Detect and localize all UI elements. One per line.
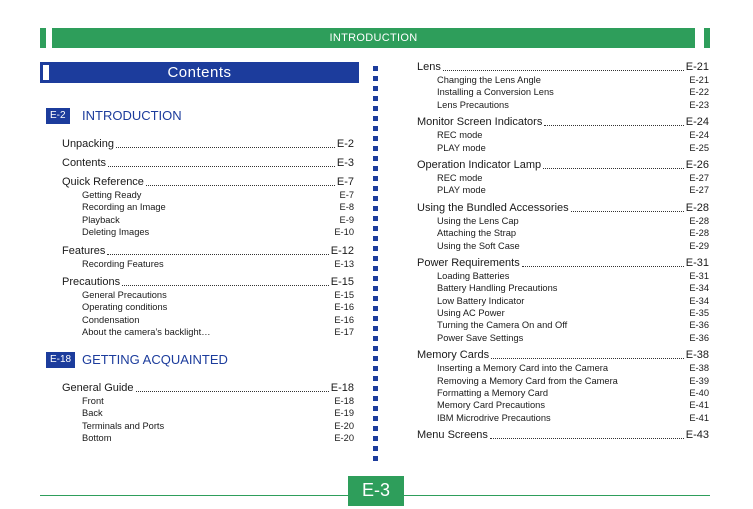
toc-subentry[interactable]: [417, 74, 709, 86]
toc-subentry-page: E-21: [689, 75, 709, 85]
toc-subentry-page: E-39: [689, 375, 709, 386]
header-title: INTRODUCTION: [329, 32, 418, 44]
toc-subentry[interactable]: [62, 201, 354, 213]
toc-subentry-page: E-24: [689, 130, 709, 141]
column-divider: [373, 66, 379, 466]
dot-leader: [122, 285, 329, 286]
toc-subentry-page: E-16: [334, 314, 354, 325]
toc-entry[interactable]: [417, 158, 709, 172]
toc-subentry[interactable]: [62, 432, 354, 444]
toc-entry-label: Memory Cards: [417, 349, 490, 362]
divider-square: [373, 176, 378, 181]
toc-subentry[interactable]: [417, 240, 709, 252]
toc-introduction: [62, 137, 354, 339]
toc-subentry[interactable]: [417, 184, 709, 196]
toc-subentry-label: About the camera’s backlight…: [82, 327, 211, 338]
toc-subentry-label: Turning the Camera On and Off: [437, 320, 568, 331]
divider-square: [373, 346, 378, 351]
divider-square: [373, 156, 378, 161]
toc-subentry-page: E-20: [334, 433, 354, 444]
toc-subentry-label: Memory Card Precautions: [437, 400, 545, 411]
toc-subentry-page: E-36: [689, 332, 709, 343]
toc-subentry-page: E-40: [689, 388, 709, 399]
section-tag: E-18: [46, 352, 75, 368]
divider-square: [373, 296, 378, 301]
dot-leader: [571, 211, 684, 212]
toc-subentry-label: Deleting Images: [82, 227, 150, 238]
toc-subentry-label: Operating conditions: [82, 302, 168, 313]
toc-subentry-page: E-31: [689, 270, 709, 281]
toc-subentry-label: Attaching the Strap: [437, 228, 517, 239]
toc-subentry-label: IBM Microdrive Precautions: [437, 412, 551, 423]
toc-subentry[interactable]: [62, 289, 354, 301]
divider-square: [373, 416, 378, 421]
dot-leader: [107, 254, 328, 255]
toc-subentry[interactable]: [417, 172, 709, 184]
dot-leader: [491, 358, 684, 359]
divider-square: [373, 246, 378, 251]
toc-subentry-label: REC mode: [437, 172, 483, 183]
divider-square: [373, 366, 378, 371]
dot-leader: [108, 166, 335, 167]
divider-square: [373, 396, 378, 401]
toc-subentry[interactable]: [417, 319, 709, 331]
toc-subentry-page: E-15: [334, 289, 354, 300]
divider-square: [373, 256, 378, 261]
divider-square: [373, 116, 378, 121]
divider-square: [373, 376, 378, 381]
toc-subentry-label: Condensation: [82, 314, 140, 325]
toc-subentry[interactable]: [417, 270, 709, 282]
toc-subentry[interactable]: [417, 399, 709, 411]
toc-subentry-label: Battery Handling Precautions: [437, 283, 558, 294]
toc-subentry-page: E-18: [334, 396, 354, 406]
toc-subentry-page: E-22: [689, 87, 709, 98]
toc-entry[interactable]: [417, 115, 709, 129]
toc-subentry-label: Installing a Conversion Lens: [437, 87, 554, 98]
toc-entry-label: Lens: [417, 61, 441, 73]
divider-square: [373, 76, 378, 81]
toc-subentry-label: Loading Batteries: [437, 270, 510, 281]
toc-entry-label: General Guide: [62, 382, 134, 394]
toc-subentry-page: E-28: [689, 215, 709, 226]
toc-entry[interactable]: [417, 256, 709, 270]
toc-subentry[interactable]: [417, 215, 709, 227]
divider-square: [373, 356, 378, 361]
contents-title-bar: [40, 62, 359, 83]
dot-leader: [116, 147, 335, 148]
divider-square: [373, 206, 378, 211]
toc-subentry[interactable]: [62, 314, 354, 326]
toc-subentry-page: E-10: [334, 227, 354, 238]
toc-subentry-label: REC mode: [437, 130, 483, 141]
divider-square: [373, 96, 378, 101]
toc-subentry-label: Removing a Memory Card from the Camera: [437, 375, 618, 386]
toc-subentry-label: PLAY mode: [437, 185, 486, 196]
toc-subentry-page: E-34: [689, 295, 709, 306]
toc-subentry-page: E-19: [334, 408, 354, 419]
toc-entry-page: E-26: [685, 158, 709, 171]
toc-entry[interactable]: [62, 156, 354, 170]
toc-entry-page: E-15: [330, 275, 354, 288]
toc-subentry-label: PLAY mode: [437, 142, 486, 153]
toc-subentry[interactable]: [62, 301, 354, 313]
toc-subentry-page: E-41: [689, 400, 709, 411]
toc-subentry-page: E-25: [689, 142, 709, 153]
divider-square: [373, 166, 378, 171]
toc-subentry[interactable]: [417, 362, 709, 374]
divider-square: [373, 316, 378, 321]
toc-entry[interactable]: [417, 428, 709, 442]
toc-subentry[interactable]: [417, 227, 709, 239]
header-bar: [52, 28, 695, 48]
toc-subentry-label: Recording an Image: [82, 202, 166, 213]
contents-title: Contents: [167, 64, 232, 81]
toc-entry-label: Precautions: [62, 275, 121, 288]
toc-entry-label: Features: [62, 244, 106, 257]
toc-entry-label: Operation Indicator Lamp: [417, 158, 542, 171]
toc-subentry[interactable]: [417, 387, 709, 399]
toc-subentry-label: Playback: [82, 214, 120, 225]
toc-subentry-page: E-29: [689, 240, 709, 251]
divider-square: [373, 386, 378, 391]
page-number: E-3: [348, 476, 404, 506]
toc-subentry[interactable]: [417, 99, 709, 111]
toc-subentry-page: E-36: [689, 320, 709, 331]
toc-subentry[interactable]: [62, 214, 354, 226]
section-getting-acquainted: [40, 351, 359, 369]
toc-subentry-label: Formatting a Memory Card: [437, 388, 549, 399]
toc-subentry[interactable]: [62, 189, 354, 201]
toc-subentry-page: E-9: [339, 214, 354, 225]
divider-square: [373, 146, 378, 151]
divider-square: [373, 436, 378, 441]
toc-entry-label: Monitor Screen Indicators: [417, 116, 543, 129]
dot-leader: [146, 185, 335, 186]
divider-square: [373, 66, 378, 71]
toc-entry[interactable]: [417, 201, 709, 215]
divider-square: [373, 136, 378, 141]
divider-square: [373, 266, 378, 271]
toc-subentry[interactable]: [417, 295, 709, 307]
toc-entry[interactable]: [62, 244, 354, 258]
toc-entry-label: Quick Reference: [62, 176, 144, 188]
toc-subentry-label: Low Battery Indicator: [437, 295, 525, 306]
toc-subentry-page: E-7: [339, 190, 354, 200]
toc-subentry-label: Changing the Lens Angle: [437, 75, 541, 85]
header-left-block: [40, 28, 46, 48]
toc-subentry[interactable]: [417, 307, 709, 319]
toc-entry-page: E-43: [685, 429, 709, 442]
toc-subentry-label: General Precautions: [82, 289, 167, 300]
dot-leader: [544, 125, 683, 126]
toc-entry[interactable]: [62, 175, 354, 189]
divider-square: [373, 86, 378, 91]
toc-subentry-page: E-35: [689, 308, 709, 319]
toc-entry-label: Unpacking: [62, 138, 114, 150]
toc-subentry[interactable]: [62, 407, 354, 419]
toc-entry-label: Menu Screens: [417, 429, 488, 442]
toc-entry-page: E-28: [685, 201, 709, 214]
divider-square: [373, 126, 378, 131]
toc-subentry-page: E-17: [334, 327, 354, 338]
toc-subentry-label: Inserting a Memory Card into the Camera: [437, 363, 609, 374]
toc-subentry[interactable]: [62, 420, 354, 432]
dot-leader: [522, 266, 684, 267]
divider-square: [373, 426, 378, 431]
dot-leader: [490, 438, 684, 439]
section-title: INTRODUCTION: [82, 108, 182, 123]
toc-entry-page: E-7: [336, 176, 354, 188]
toc-subentry-page: E-16: [334, 302, 354, 313]
divider-square: [373, 286, 378, 291]
toc-subentry-label: Using the Soft Case: [437, 240, 520, 251]
dot-leader: [136, 391, 329, 392]
toc-entry-page: E-18: [330, 382, 354, 394]
toc-right-column: [417, 60, 709, 442]
toc-subentry-label: Recording Features: [82, 258, 164, 269]
toc-entry-label: Using the Bundled Accessories: [417, 201, 569, 214]
toc-subentry-label: Terminals and Ports: [82, 420, 165, 431]
toc-getting-acquainted: [62, 381, 354, 445]
toc-entry[interactable]: [62, 275, 354, 289]
toc-subentry-label: Getting Ready: [82, 190, 142, 200]
toc-subentry-label: Back: [82, 408, 103, 419]
toc-subentry[interactable]: [417, 412, 709, 424]
toc-entry-page: E-24: [685, 116, 709, 129]
divider-square: [373, 446, 378, 451]
toc-subentry[interactable]: [62, 395, 354, 407]
header-right-block: [704, 28, 710, 48]
toc-entry-page: E-2: [336, 138, 354, 150]
toc-subentry[interactable]: [62, 326, 354, 338]
section-introduction: [40, 107, 359, 125]
divider-square: [373, 196, 378, 201]
toc-subentry-page: E-20: [334, 420, 354, 431]
toc-entry[interactable]: [62, 137, 354, 151]
toc-subentry-label: Using the Lens Cap: [437, 215, 519, 226]
toc-subentry[interactable]: [62, 258, 354, 270]
toc-entry-page: E-31: [685, 256, 709, 269]
section-tag: E-2: [46, 108, 70, 124]
toc-subentry-label: Bottom: [82, 433, 112, 444]
toc-subentry-page: E-34: [689, 283, 709, 294]
toc-subentry-page: E-41: [689, 412, 709, 423]
divider-square: [373, 276, 378, 281]
section-title: GETTING ACQUAINTED: [82, 352, 228, 367]
divider-square: [373, 326, 378, 331]
divider-square: [373, 226, 378, 231]
divider-square: [373, 106, 378, 111]
toc-entry-label: Contents: [62, 157, 107, 169]
toc-subentry-page: E-38: [689, 363, 709, 374]
toc-subentry[interactable]: [62, 226, 354, 238]
divider-square: [373, 406, 378, 411]
toc-entry-page: E-21: [685, 61, 709, 73]
divider-square: [373, 216, 378, 221]
toc-subentry[interactable]: [417, 86, 709, 98]
toc-subentry-page: E-27: [689, 185, 709, 196]
toc-entry-page: E-3: [336, 157, 354, 169]
divider-square: [373, 236, 378, 241]
toc-subentry-page: E-27: [689, 172, 709, 183]
toc-subentry-label: Front: [82, 396, 104, 406]
toc-subentry[interactable]: [417, 142, 709, 154]
dot-leader: [443, 70, 684, 71]
toc-subentry-page: E-23: [689, 99, 709, 110]
toc-subentry-label: Power Save Settings: [437, 332, 524, 343]
toc-subentry[interactable]: [417, 282, 709, 294]
toc-subentry-label: Using AC Power: [437, 308, 505, 319]
toc-subentry-page: E-28: [689, 228, 709, 239]
toc-entry[interactable]: [417, 60, 709, 74]
divider-square: [373, 186, 378, 191]
divider-square: [373, 336, 378, 341]
dot-leader: [543, 168, 684, 169]
toc-subentry-page: E-8: [339, 202, 354, 213]
toc-subentry[interactable]: [417, 332, 709, 344]
divider-square: [373, 456, 378, 461]
toc-entry[interactable]: [417, 348, 709, 362]
toc-entry-label: Power Requirements: [417, 256, 520, 269]
divider-square: [373, 306, 378, 311]
toc-subentry[interactable]: [417, 129, 709, 141]
toc-subentry[interactable]: [417, 375, 709, 387]
toc-subentry-page: E-13: [334, 258, 354, 269]
toc-entry[interactable]: [62, 381, 354, 395]
toc-subentry-label: Lens Precautions: [437, 99, 509, 110]
toc-entry-page: E-12: [330, 244, 354, 257]
toc-entry-page: E-38: [685, 349, 709, 362]
